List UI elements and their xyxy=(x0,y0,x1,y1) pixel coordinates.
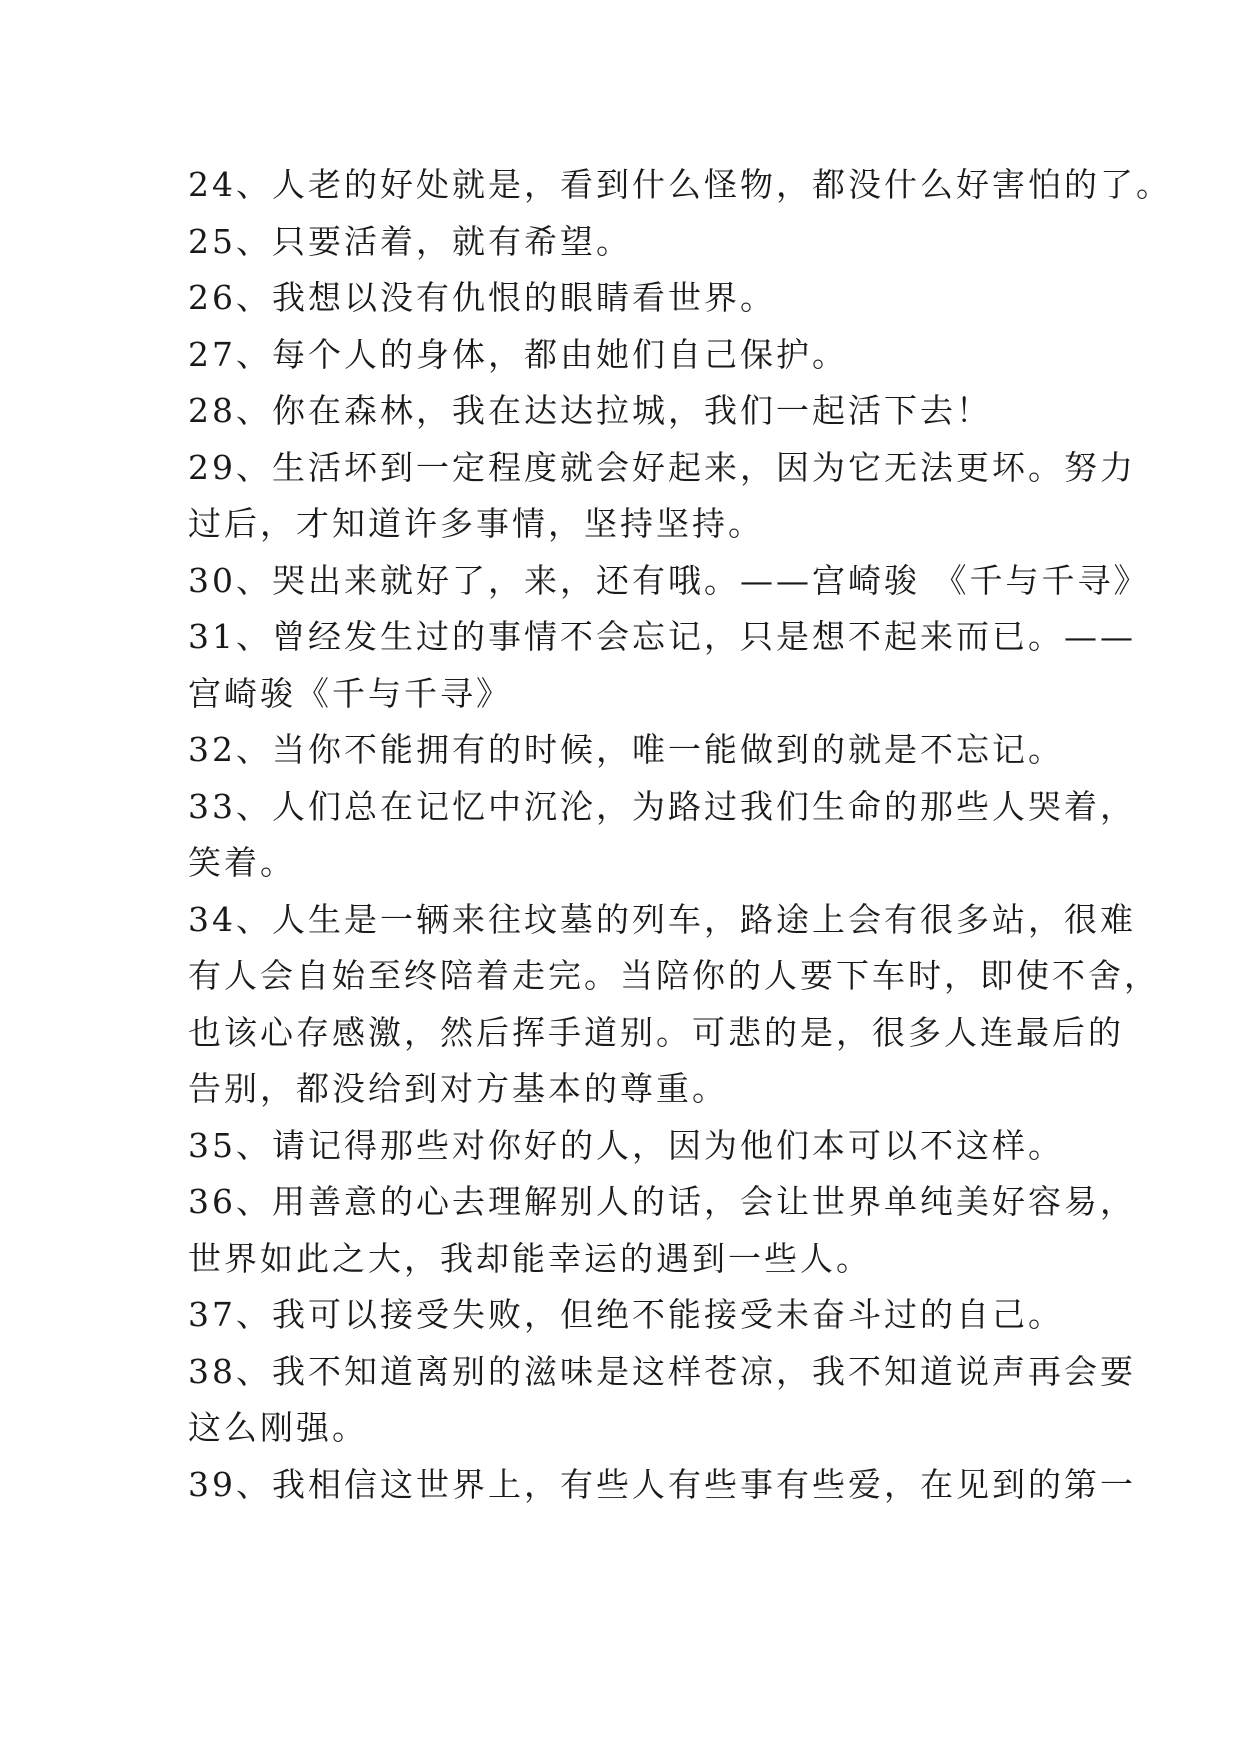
text-line: 世界如此之大，我却能幸运的遇到一些人。 xyxy=(188,1238,872,1278)
text-line: 告别，都没给到对方基本的尊重。 xyxy=(188,1069,728,1108)
text-line: 34、人生是一辆来往坟墓的列车，路途上会有很多站，很难 xyxy=(188,899,1136,939)
text-line: 37、我可以接受失败，但绝不能接受未奋斗过的自己。 xyxy=(188,1295,1064,1334)
text-line: 宫崎骏《千与千寻》 xyxy=(188,673,512,713)
text-line: 笑着。 xyxy=(188,843,296,882)
text-line: 33、人们总在记忆中沉沦，为路过我们生命的那些人哭着， xyxy=(188,786,1136,826)
text-line: 也该心存感激，然后挥手道别。可悲的是，很多人连最后的 xyxy=(188,1012,1124,1052)
document-body xyxy=(188,157,1172,1513)
text-line: 26、我想以没有仇恨的眼睛看世界。 xyxy=(188,278,776,317)
text-line: 35、请记得那些对你好的人，因为他们本可以不这样。 xyxy=(188,1125,1064,1165)
text-line: 32、当你不能拥有的时候，唯一能做到的就是不忘记。 xyxy=(188,730,1064,769)
text-line: 30、哭出来就好了，来，还有哦。——宫崎骏 《千与千寻》 xyxy=(188,560,1150,600)
text-line: 39、我相信这世界上，有些人有些事有些爱，在见到的第一 xyxy=(188,1464,1136,1504)
text-line: 这么刚强。 xyxy=(188,1408,368,1447)
text-line: 28、你在森林，我在达达拉城，我们一起活下去！ xyxy=(188,391,992,430)
text-line: 31、曾经发生过的事情不会忘记，只是想不起来而已。—— xyxy=(188,617,1136,656)
text-line: 29、生活坏到一定程度就会好起来，因为它无法更坏。努力 xyxy=(188,447,1136,487)
text-line: 24、人老的好处就是，看到什么怪物，都没什么好害怕的了。 xyxy=(188,165,1172,204)
text-line: 36、用善意的心去理解别人的话，会让世界单纯美好容易， xyxy=(188,1182,1136,1221)
text-line: 27、每个人的身体，都由她们自己保护。 xyxy=(188,334,848,374)
text-line: 25、只要活着，就有希望。 xyxy=(188,221,632,261)
text-line: 有人会自始至终陪着走完。当陪你的人要下车时，即使不舍， xyxy=(188,956,1160,995)
text-line: 过后，才知道许多事情，坚持坚持。 xyxy=(188,504,764,543)
text-line: 38、我不知道离别的滋味是这样苍凉，我不知道说声再会要 xyxy=(188,1351,1136,1391)
